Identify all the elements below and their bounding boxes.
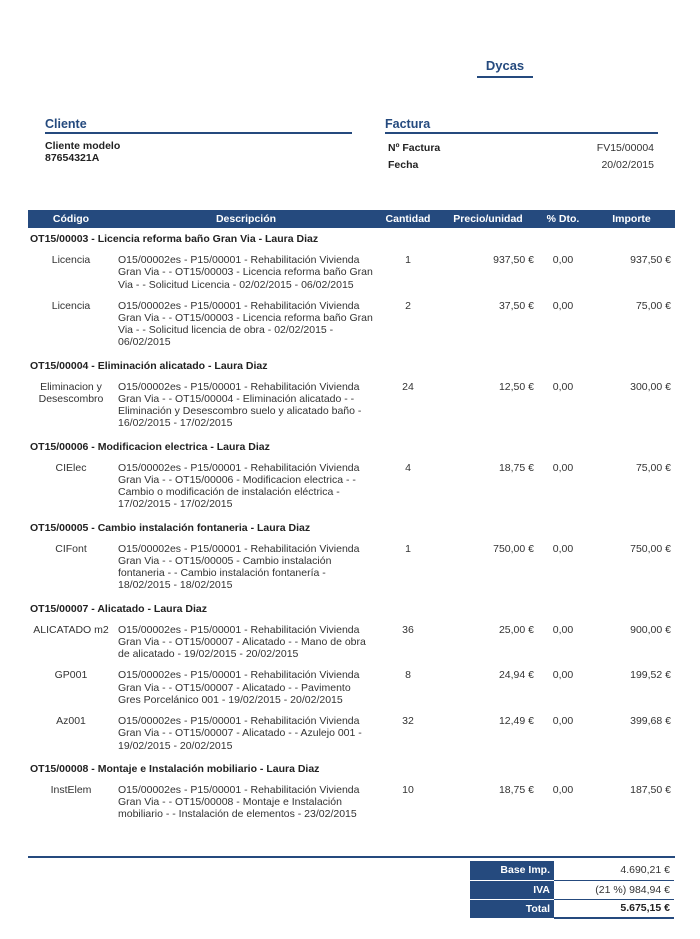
- table-row: [28, 540, 675, 598]
- line-quantity: 8: [405, 669, 411, 682]
- line-unit-price: 18,75 €: [498, 461, 534, 474]
- line-amount: 75,00 €: [635, 461, 671, 474]
- line-description: O15/00002es - P15/00001 - Rehabilitación Vivienda Gran Via - - OT15/00006 - Modificacion electrica - - Cambio o modificación de instalación eléctrica - 17/02/2015 - 17/02/2015: [118, 461, 360, 511]
- table-row: [28, 712, 675, 758]
- line-discount: 0,00: [552, 623, 574, 636]
- group-row: [28, 517, 675, 540]
- footer-divider: [28, 856, 675, 858]
- invoice-info: [388, 142, 654, 176]
- line-code: Licencia: [51, 254, 91, 267]
- line-description: O15/00002es - P15/00001 - Rehabilitación Vivienda Gran Via - - OT15/00008 - Montaje e Instalación mobiliario - - Instalación de elementos - 23/02/2015: [118, 783, 360, 821]
- group-row: [28, 758, 675, 781]
- line-discount: 0,00: [552, 715, 574, 728]
- line-discount: 0,00: [552, 254, 574, 267]
- line-discount: 0,00: [552, 783, 574, 796]
- line-code: Az001: [56, 715, 86, 728]
- tax-label: IVA: [470, 880, 554, 899]
- header-description: Descripción: [114, 210, 378, 228]
- line-quantity: 4: [405, 461, 411, 474]
- line-quantity: 36: [402, 623, 414, 636]
- line-quantity: 2: [405, 299, 411, 312]
- line-amount: 187,50 €: [630, 783, 671, 796]
- table-header-row: [28, 210, 675, 228]
- group-title: OT15/00007 - Alicatado - Laura Diaz: [30, 602, 208, 615]
- invoice-section-title: Factura: [385, 117, 658, 134]
- line-description: O15/00002es - P15/00001 - Rehabilitación Vivienda Gran Via - - OT15/00007 - Alicatado - - Azulejo 001 - 19/02/2015 - 20/02/2015: [118, 715, 362, 752]
- group-row: [28, 355, 675, 378]
- totals-table: [470, 861, 674, 919]
- invoice-date-label: Fecha: [388, 159, 419, 171]
- group-title: OT15/00005 - Cambio instalación fontaneria - Laura Diaz: [30, 521, 311, 534]
- line-code: CIElec: [55, 461, 87, 474]
- client-section-title: Cliente: [45, 117, 352, 134]
- line-unit-price: 37,50 €: [498, 299, 534, 312]
- line-code: Licencia: [51, 299, 91, 312]
- line-description: O15/00002es - P15/00001 - Rehabilitación Vivienda Gran Via - - OT15/00004 - Eliminación alicatado - - Eliminación y Desescombro suelo y alicatado baño - 16/02/2015 - 17/02/2015: [118, 380, 362, 430]
- table-row: [28, 297, 675, 355]
- line-description: O15/00002es - P15/00001 - Rehabilitación Vivienda Gran Via - - OT15/00003 - Licencia reforma baño Gran Via - - Solicitud licencia de obra - 02/02/2015 - 06/02/2015: [118, 299, 373, 349]
- line-unit-price: 25,00 €: [498, 623, 534, 636]
- line-description: O15/00002es - P15/00001 - Rehabilitación Vivienda Gran Via - - OT15/00007 - Alicatado - - Mano de obra de alicatado - 19/02/2015 - 20/02/2015: [118, 623, 366, 661]
- line-amount: 937,50 €: [630, 254, 671, 267]
- group-title: OT15/00006 - Modificacion electrica - Laura Diaz: [30, 440, 270, 453]
- line-discount: 0,00: [552, 669, 574, 682]
- line-unit-price: 18,75 €: [498, 783, 534, 796]
- line-unit-price: 12,50 €: [498, 380, 534, 393]
- table-row: [28, 251, 675, 297]
- base-value: 4.690,21 €: [554, 861, 674, 880]
- base-label: Base Imp.: [470, 861, 554, 880]
- header-quantity: Cantidad: [378, 210, 438, 228]
- total-label: Total: [470, 899, 554, 918]
- line-unit-price: 12,49 €: [498, 715, 534, 728]
- line-code: Eliminacion y Desescombro: [38, 380, 104, 406]
- line-description: O15/00002es - P15/00001 - Rehabilitación Vivienda Gran Via - - OT15/00005 - Cambio instalación fontaneria - - Cambio instalación fontanería - 18/02/2015 - 18/02/2015: [118, 542, 360, 592]
- line-quantity: 10: [402, 783, 414, 796]
- totals-row-base: [470, 861, 674, 880]
- client-tax-id: 87654321A: [45, 152, 100, 164]
- line-quantity: 24: [402, 380, 414, 393]
- line-unit-price: 24,94 €: [498, 669, 534, 682]
- total-value: 5.675,15 €: [554, 899, 674, 918]
- group-row: [28, 598, 675, 621]
- line-amount: 199,52 €: [630, 669, 671, 682]
- line-discount: 0,00: [552, 299, 574, 312]
- line-unit-price: 937,50 €: [493, 254, 534, 267]
- group-row: [28, 228, 675, 251]
- line-description: O15/00002es - P15/00001 - Rehabilitación Vivienda Gran Via - - OT15/00003 - Licencia reforma baño Gran Via - - Solicitud Licencia - 02/02/2015 - 06/02/2015: [118, 254, 373, 291]
- line-quantity: 32: [402, 715, 414, 728]
- line-discount: 0,00: [552, 542, 574, 555]
- line-code: CIFont: [55, 542, 87, 555]
- table-row: [28, 666, 675, 712]
- header-amount: Importe: [588, 210, 675, 228]
- invoice-number-row: [388, 142, 654, 159]
- header-unit-price: Precio/unidad: [438, 210, 538, 228]
- line-code: InstElem: [50, 783, 92, 796]
- table-row: [28, 781, 675, 827]
- group-title: OT15/00004 - Eliminación alicatado - Laura Diaz: [30, 359, 268, 372]
- company-name: Dycas: [477, 58, 533, 78]
- line-quantity: 1: [405, 542, 411, 555]
- line-amount: 399,68 €: [630, 715, 671, 728]
- totals-row-tax: [470, 880, 674, 899]
- tax-value: (21 %) 984,94 €: [554, 880, 674, 899]
- line-code: GP001: [54, 669, 88, 682]
- line-unit-price: 750,00 €: [493, 542, 534, 555]
- group-title: OT15/00008 - Montaje e Instalación mobiliario - Laura Diaz: [30, 762, 320, 775]
- line-quantity: 1: [405, 254, 411, 267]
- line-discount: 0,00: [552, 461, 574, 474]
- totals-row-total: [470, 899, 674, 918]
- client-info: [45, 140, 120, 164]
- group-title: OT15/00003 - Licencia reforma baño Gran Via - Laura Diaz: [30, 233, 319, 245]
- line-code: ALICATADO m2: [33, 623, 109, 636]
- invoice-date-row: [388, 159, 654, 176]
- group-row: [28, 436, 675, 459]
- line-description: O15/00002es - P15/00001 - Rehabilitación Vivienda Gran Via - - OT15/00007 - Alicatado - - Pavimento Gres Porcelánico 001 - 19/02/2015 - 20/02/2015: [118, 669, 360, 706]
- table-row: [28, 459, 675, 517]
- invoice-lines-table: [28, 210, 675, 827]
- header-discount: % Dto.: [538, 210, 588, 228]
- line-amount: 750,00 €: [630, 542, 671, 555]
- invoice-date: 20/02/2015: [601, 159, 654, 171]
- client-name: Cliente modelo: [45, 140, 121, 152]
- line-amount: 900,00 €: [630, 623, 671, 636]
- table-row: [28, 621, 675, 667]
- line-amount: 75,00 €: [635, 299, 671, 312]
- line-discount: 0,00: [552, 380, 574, 393]
- invoice-number: FV15/00004: [596, 142, 654, 154]
- header-code: Código: [28, 210, 114, 228]
- line-amount: 300,00 €: [630, 380, 671, 393]
- table-row: [28, 378, 675, 436]
- invoice-number-label: Nº Factura: [388, 142, 441, 154]
